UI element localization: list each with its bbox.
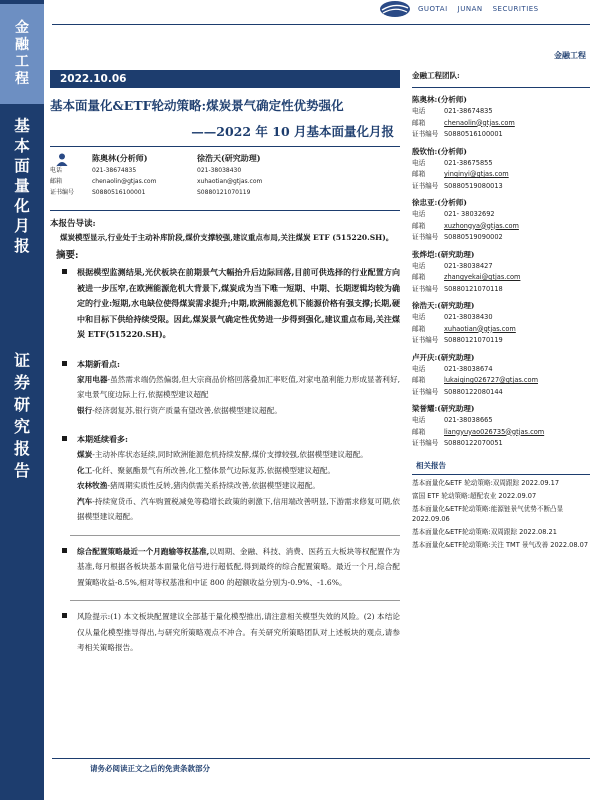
category-label: 金融工程	[554, 50, 586, 60]
field-label: 证书编号	[412, 130, 439, 138]
sidebar-char: 究	[13, 417, 30, 436]
section-divider	[70, 535, 400, 536]
field-label: 证书编号	[412, 284, 439, 293]
member-phone: 021-38675855	[444, 158, 493, 167]
field-label: 证书编号	[412, 181, 439, 190]
sidebar-char: 券	[13, 373, 30, 392]
sidebar	[0, 0, 44, 800]
field-label: 电话	[412, 158, 426, 167]
member-name: 卢开庆:(研究助理)	[412, 352, 475, 362]
member-phone: 021- 38032692	[444, 210, 495, 218]
author-primary	[92, 152, 156, 198]
strategy-paragraph	[50, 544, 400, 591]
related-report-link[interactable]: 基本面量化&ETF轮动策略:关注 TMT 景气改善 2022.08.07	[412, 540, 589, 549]
sidebar-char: 工	[15, 54, 29, 70]
member-phone-row	[412, 106, 590, 118]
footer-divider	[52, 758, 590, 759]
member-phone: 021-38674835	[444, 107, 493, 115]
member-phone-row	[412, 209, 590, 221]
team-member	[412, 146, 590, 193]
field-label: 电话	[412, 261, 426, 270]
member-phone: 021-38038665	[444, 416, 493, 424]
continue-view-item	[50, 478, 400, 494]
member-phone-row	[412, 415, 590, 427]
right-column	[412, 70, 590, 550]
sidebar-char: 研	[13, 395, 30, 414]
team-member	[412, 94, 590, 141]
member-cert-row	[412, 284, 590, 296]
field-label: 邮箱	[412, 273, 426, 281]
author-name: 陈奥林(分析师)	[92, 153, 148, 163]
new-view-item	[50, 372, 400, 403]
member-email-row	[412, 375, 590, 387]
guide-heading: 本报告导读:	[50, 219, 96, 229]
related-report-link[interactable]: 基本面量化&ETF轮动策略:双周跟踪 2022.08.21	[412, 527, 557, 536]
member-cert: S0880519080013	[444, 181, 503, 190]
logo-word: SECURITIES	[492, 5, 539, 13]
member-email-row	[412, 427, 590, 439]
field-label: 证书编号	[412, 233, 439, 241]
related-report-link[interactable]: 基本面量化&ETF轮动策略:能源链景气优势不断凸显 2022.09.06	[412, 504, 564, 523]
team-list	[412, 94, 590, 450]
sector-text: -化纤、聚氨酯景气有所改善,化工整体景气边际复苏,依据模型建议超配。	[92, 465, 335, 475]
related-report-link[interactable]: 富国 ETF 轮动策略:超配农业 2022.09.07	[412, 491, 537, 500]
field-label: 邮箱	[412, 170, 426, 178]
logo-word: GUOTAI	[418, 5, 448, 13]
title-divider	[50, 146, 400, 147]
sector-text: -虽然需求端仍然偏弱,但大宗商品价格回落叠加汇率贬值,对家电盈利能力形成显著利好,家电景气度边际上行,依据模型建议超配	[77, 374, 400, 399]
author-secondary	[197, 152, 262, 198]
field-label: 电话	[412, 107, 426, 115]
member-email-row	[412, 221, 590, 233]
member-email[interactable]: liangyuyao026735@gtjas.com	[444, 427, 545, 436]
author-phone: 021-38674835	[92, 167, 137, 174]
sector-label: 化工	[77, 465, 93, 475]
member-cert-row	[412, 387, 590, 399]
field-label: 电话	[50, 167, 63, 174]
sector-label: 家用电器	[77, 374, 108, 384]
field-label: 邮箱	[50, 178, 63, 185]
member-name: 张烨垲:(研究助理)	[412, 249, 475, 259]
field-label: 证书编号	[412, 336, 439, 344]
report-date: 2022.10.06	[50, 70, 400, 88]
member-cert: S0880122070051	[444, 439, 503, 447]
sidebar-char: 告	[13, 461, 30, 480]
author-phone: 021-38038430	[197, 167, 242, 174]
sidebar-char: 报	[14, 236, 30, 255]
guide-text: 煤炭模型显示,行业处于主动补库阶段,煤价支撑较强,建议重点布局,关注煤炭 ETF (515220.SH)。	[60, 233, 394, 242]
company-logo	[378, 0, 600, 18]
field-label: 电话	[412, 210, 426, 218]
member-cert: S0880122080144	[444, 387, 503, 396]
disclaimer-footer: 请务必阅读正文之后的免责条款部分	[90, 764, 210, 773]
sidebar-category	[0, 4, 44, 104]
member-cert-row	[412, 129, 590, 141]
section-divider	[70, 600, 400, 601]
member-phone-row	[412, 261, 590, 273]
member-name: 殷钦怡:(分析师)	[412, 146, 467, 156]
member-phone-row	[412, 158, 590, 170]
author-email[interactable]: xuhaotian@gtjas.com	[197, 178, 263, 185]
strategy-lead: 综合配置策略最近一个月跑输等权基准,	[77, 546, 210, 556]
member-email-row	[412, 272, 590, 284]
team-divider	[412, 87, 590, 88]
member-cert: S0880516100001	[444, 130, 503, 138]
related-reports-list	[412, 478, 590, 550]
sidebar-char: 化	[14, 196, 30, 215]
sidebar-char: 月	[14, 216, 30, 235]
author-cert: S0880121070119	[197, 189, 251, 196]
new-view-heading: 本期新看点:	[50, 357, 400, 372]
member-email-row	[412, 324, 590, 336]
sidebar-char: 面	[14, 156, 30, 175]
logo-wordmark	[418, 5, 549, 13]
member-email[interactable]: zhangyekai@gtjas.com	[444, 273, 521, 281]
member-name: 徐浩天:(研究助理)	[412, 301, 475, 310]
sector-text: -持续宽货币、汽车购置税减免等稳增长政策的刺激下,信用端改善明显,下游需求修复可期,依据模型建议超配。	[77, 496, 401, 521]
sector-text: -经济弱复苏,银行资产质量有望改善,依据模型建议超配。	[92, 405, 282, 415]
member-cert: S0880121070118	[444, 284, 503, 293]
member-phone-row	[412, 312, 590, 324]
main-content	[50, 70, 400, 656]
sidebar-report-type	[0, 116, 44, 256]
team-member	[412, 403, 590, 450]
sector-label: 银行	[77, 405, 93, 415]
continue-view-item	[50, 463, 400, 479]
member-email[interactable]: xuzhongya@gtjas.com	[444, 221, 519, 230]
report-title: 基本面量化&ETF轮动策略:煤炭景气确定性优势强化	[50, 98, 344, 113]
member-phone: 021-38038674	[444, 364, 493, 373]
author-block	[50, 152, 400, 208]
sidebar-char: 本	[14, 136, 30, 155]
abstract-heading: 摘要:	[56, 250, 79, 261]
sector-text: -猪周期实质性反转,猪肉供需关系持续改善,依据模型建议超配。	[107, 481, 320, 490]
member-cert-row	[412, 232, 590, 244]
header-divider	[52, 24, 590, 25]
team-heading: 金融工程团队:	[412, 71, 460, 80]
new-view-item	[50, 403, 400, 419]
team-member	[412, 300, 590, 347]
field-label: 邮箱	[412, 427, 426, 436]
logo-word: JUNAN	[457, 5, 483, 13]
sector-label: 汽车	[77, 496, 93, 506]
author-divider	[50, 210, 400, 211]
sector-label: 煤炭	[77, 450, 93, 459]
continue-view-item	[50, 447, 400, 463]
member-email[interactable]: yinqinyi@gtjas.com	[444, 170, 509, 178]
member-cert-row	[412, 181, 590, 193]
member-email[interactable]: xuhaotian@gtjas.com	[444, 324, 516, 333]
member-cert: S0880519090002	[444, 233, 503, 241]
field-label: 邮箱	[412, 221, 426, 230]
member-phone-row	[412, 364, 590, 376]
member-email[interactable]: lukaiqing026727@gtjas.com	[444, 376, 538, 384]
sidebar-char: 证	[13, 351, 30, 370]
summary-paragraph: 根据模型监测结果,光伏板块在前期景气大幅抬升后边际回落,目前可供选择的行业配置方向被进一步压窄,在欧洲能源危机大背景下,煤炭成为当下唯一短期、中期、长期逻辑均较为确定的行业:短期,水电缺位使得煤炭需求提升;中期,欧洲能源危机下能源价格有强支撑;长期,硬中和目标下供给持续受限。因此,煤炭景气确定性优势进一步得到强化,建议重点布局,关注煤炭 ETF(515220.SH)。	[50, 265, 400, 343]
member-name: 陈奥林:(分析师)	[412, 95, 467, 104]
field-label: 电话	[412, 364, 426, 373]
related-reports-heading: 相关报告	[412, 460, 590, 475]
risk-paragraph: 风险提示:(1) 本文板块配置建议全部基于量化模型推出,请注意相关模型失效的风险。(2) 本结论仅从量化模型推导得出,与研究所策略观点不冲合。有关研究所策略团队对上述板块的观点,请参考相关策略报告。	[50, 609, 400, 656]
team-member	[412, 197, 590, 244]
author-email[interactable]: chenaolin@gtjas.com	[92, 178, 157, 185]
member-name: 徐忠亚:(分析师)	[412, 198, 467, 207]
member-phone: 021-38038427	[444, 261, 493, 270]
team-member	[412, 249, 590, 296]
member-cert-row	[412, 335, 590, 347]
field-label: 邮箱	[412, 118, 426, 127]
field-label: 证书编号	[412, 439, 439, 447]
member-name: 梁誉耀:(研究助理)	[412, 404, 475, 413]
member-email-row	[412, 169, 590, 181]
author-name: 徐浩天(研究助理)	[197, 153, 261, 163]
strategy-text: 以周期、金融、科技、消费、医药五大板块等权配置作为基准,每月根据各板块基本面量化信号进行超低配,得到最终的综合配置策略。最近一个月,综合配置策略收益-8.5%,相对等权基准和中证 800 的超额收益分别为-0.9%、-1.6%。	[77, 546, 400, 587]
member-phone: 021-38038430	[444, 313, 493, 321]
field-label: 证书编号	[50, 189, 75, 196]
sector-text: -主动补库状态延续,同时欧洲能源危机持续发酵,煤价支撑较强,依据模型建议超配。	[92, 450, 368, 459]
continue-view-item	[50, 494, 400, 525]
sidebar-char: 报	[13, 439, 30, 458]
globe-logo-icon	[378, 0, 412, 18]
continue-view-heading: 本期延续看多:	[50, 432, 400, 447]
field-label: 电话	[412, 313, 426, 321]
sidebar-char: 程	[15, 71, 29, 87]
sector-label: 农林牧渔	[77, 481, 108, 490]
field-label: 电话	[412, 416, 426, 424]
sidebar-char: 融	[15, 37, 29, 53]
sidebar-char: 基	[14, 116, 30, 135]
field-label: 邮箱	[412, 376, 426, 384]
field-label: 邮箱	[412, 324, 426, 333]
author-field-labels	[50, 165, 74, 198]
related-report-link[interactable]: 基本面量化&ETF 轮动策略:双周跟踪 2022.09.17	[412, 478, 560, 487]
sidebar-doc-type	[0, 350, 44, 482]
sidebar-char: 金	[15, 20, 29, 36]
member-cert-row	[412, 438, 590, 450]
member-email[interactable]: chenaolin@gtjas.com	[444, 118, 515, 127]
field-label: 证书编号	[412, 387, 439, 396]
report-subtitle: ——2022 年 10 月基本面量化月报	[191, 124, 394, 139]
sidebar-char: 量	[14, 176, 30, 195]
member-email-row	[412, 118, 590, 130]
author-cert: S0880516100001	[92, 189, 146, 196]
member-cert: S0880121070119	[444, 336, 503, 344]
team-member	[412, 352, 590, 399]
